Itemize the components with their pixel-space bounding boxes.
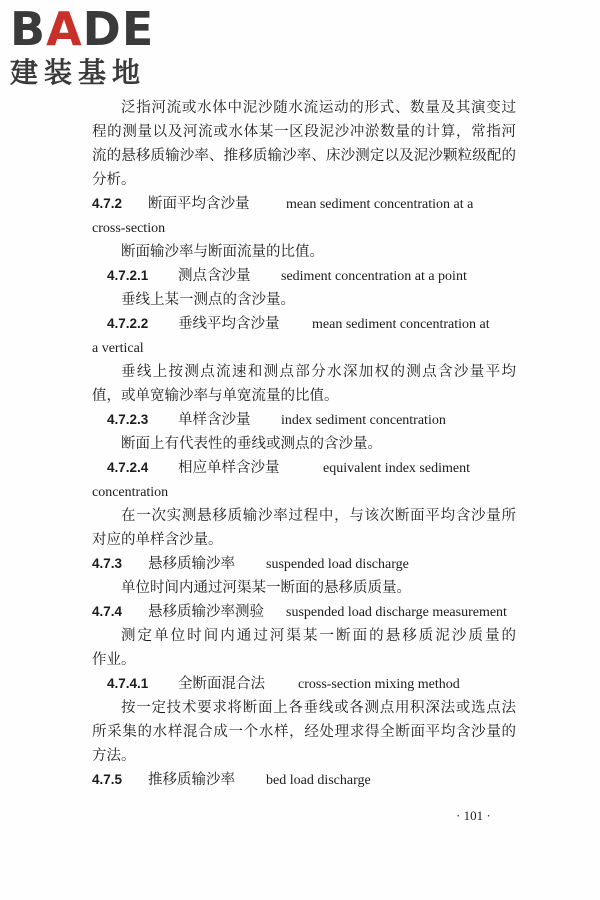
term-definition: 对应的单样含沙量。 — [92, 532, 223, 548]
term-chinese: 测点含沙量 — [178, 268, 251, 284]
term-number: 4.7.4 — [92, 604, 123, 619]
term-chinese: 推移质输沙率 — [148, 772, 235, 788]
term-english-cont: a vertical — [92, 341, 144, 356]
term-heading — [92, 552, 516, 576]
term-chinese: 悬移质输沙率 — [148, 556, 235, 572]
term-definition: 作业。 — [92, 652, 136, 668]
term-definition: 垂线上某一测点的含沙量。 — [121, 292, 295, 308]
term-number: 4.7.2.4 — [107, 460, 149, 475]
page-number: · 101 · — [456, 808, 491, 823]
term-definition: 断面输沙率与断面流量的比值。 — [121, 244, 324, 260]
term-number: 4.7.3 — [92, 556, 123, 571]
term-definition: 垂线上按测点流速和测点部分水深加权的测点含沙量平均 — [121, 364, 516, 380]
term-chinese: 相应单样含沙量 — [178, 460, 280, 476]
brand-logo — [10, 2, 155, 90]
term-heading — [92, 408, 516, 432]
intro-line: 流的悬移质输沙率、推移质输沙率、床沙测定以及泥沙颗粒级配的 — [92, 148, 516, 164]
term-number: 4.7.2.3 — [107, 412, 149, 427]
page-body — [92, 96, 516, 792]
term-english: equivalent index sediment — [323, 461, 470, 476]
term-english: mean sediment concentration at — [312, 317, 490, 332]
term-english: cross-section mixing method — [298, 677, 460, 692]
intro-line: 程的测量以及河流或水体某一区段泥沙冲淤数量的计算，常指河 — [92, 124, 516, 140]
term-heading — [92, 264, 516, 288]
term-definition: 在一次实测悬移质输沙率过程中，与该次断面平均含沙量所 — [121, 508, 516, 524]
term-heading — [92, 768, 516, 792]
term-definition: 按一定技术要求将断面上各垂线或各测点用积深法或选点法 — [121, 700, 516, 716]
term-definition: 测定单位时间内通过河渠某一断面的悬移质泥沙质量的 — [121, 628, 516, 644]
term-chinese: 断面平均含沙量 — [148, 196, 250, 212]
term-english: suspended load discharge — [266, 557, 409, 572]
term-definition: 单位时间内通过河渠某一断面的悬移质质量。 — [121, 580, 411, 596]
term-heading — [92, 192, 516, 216]
term-english-cont: cross-section — [92, 221, 166, 236]
term-english-cont: concentration — [92, 485, 169, 500]
term-english: bed load discharge — [266, 773, 371, 788]
term-chinese: 单样含沙量 — [178, 412, 251, 428]
term-heading — [92, 456, 516, 480]
term-heading — [92, 672, 516, 696]
intro-line: 泛指河流或水体中泥沙随水流运动的形式、数量及其演变过 — [121, 100, 516, 116]
term-chinese: 全断面混合法 — [178, 676, 265, 692]
term-chinese: 垂线平均含沙量 — [178, 316, 280, 332]
term-english: sediment concentration at a point — [281, 269, 467, 284]
term-chinese: 悬移质输沙率测验 — [148, 604, 264, 620]
term-definition: 断面上有代表性的垂线或测点的含沙量。 — [121, 436, 382, 452]
term-english: suspended load discharge measurement — [286, 605, 507, 620]
term-definition: 方法。 — [92, 748, 136, 764]
term-number: 4.7.4.1 — [107, 676, 149, 691]
term-english: mean sediment concentration at a — [286, 197, 474, 212]
intro-line: 分析。 — [92, 172, 136, 188]
term-number: 4.7.2 — [92, 196, 123, 211]
term-english: index sediment concentration — [281, 413, 446, 428]
term-number: 4.7.2.1 — [107, 268, 149, 283]
logo-wordmark: BADE — [10, 2, 155, 56]
term-definition: 值，或单宽输沙率与单宽流量的比值。 — [92, 388, 339, 404]
term-definition: 所采集的水样混合成一个水样，经处理求得全断面平均含沙量的 — [92, 724, 516, 740]
term-number: 4.7.5 — [92, 772, 123, 787]
term-heading — [92, 600, 516, 624]
logo-chinese: 建装基地 — [10, 56, 147, 89]
term-number: 4.7.2.2 — [107, 316, 149, 331]
term-heading — [92, 312, 516, 336]
